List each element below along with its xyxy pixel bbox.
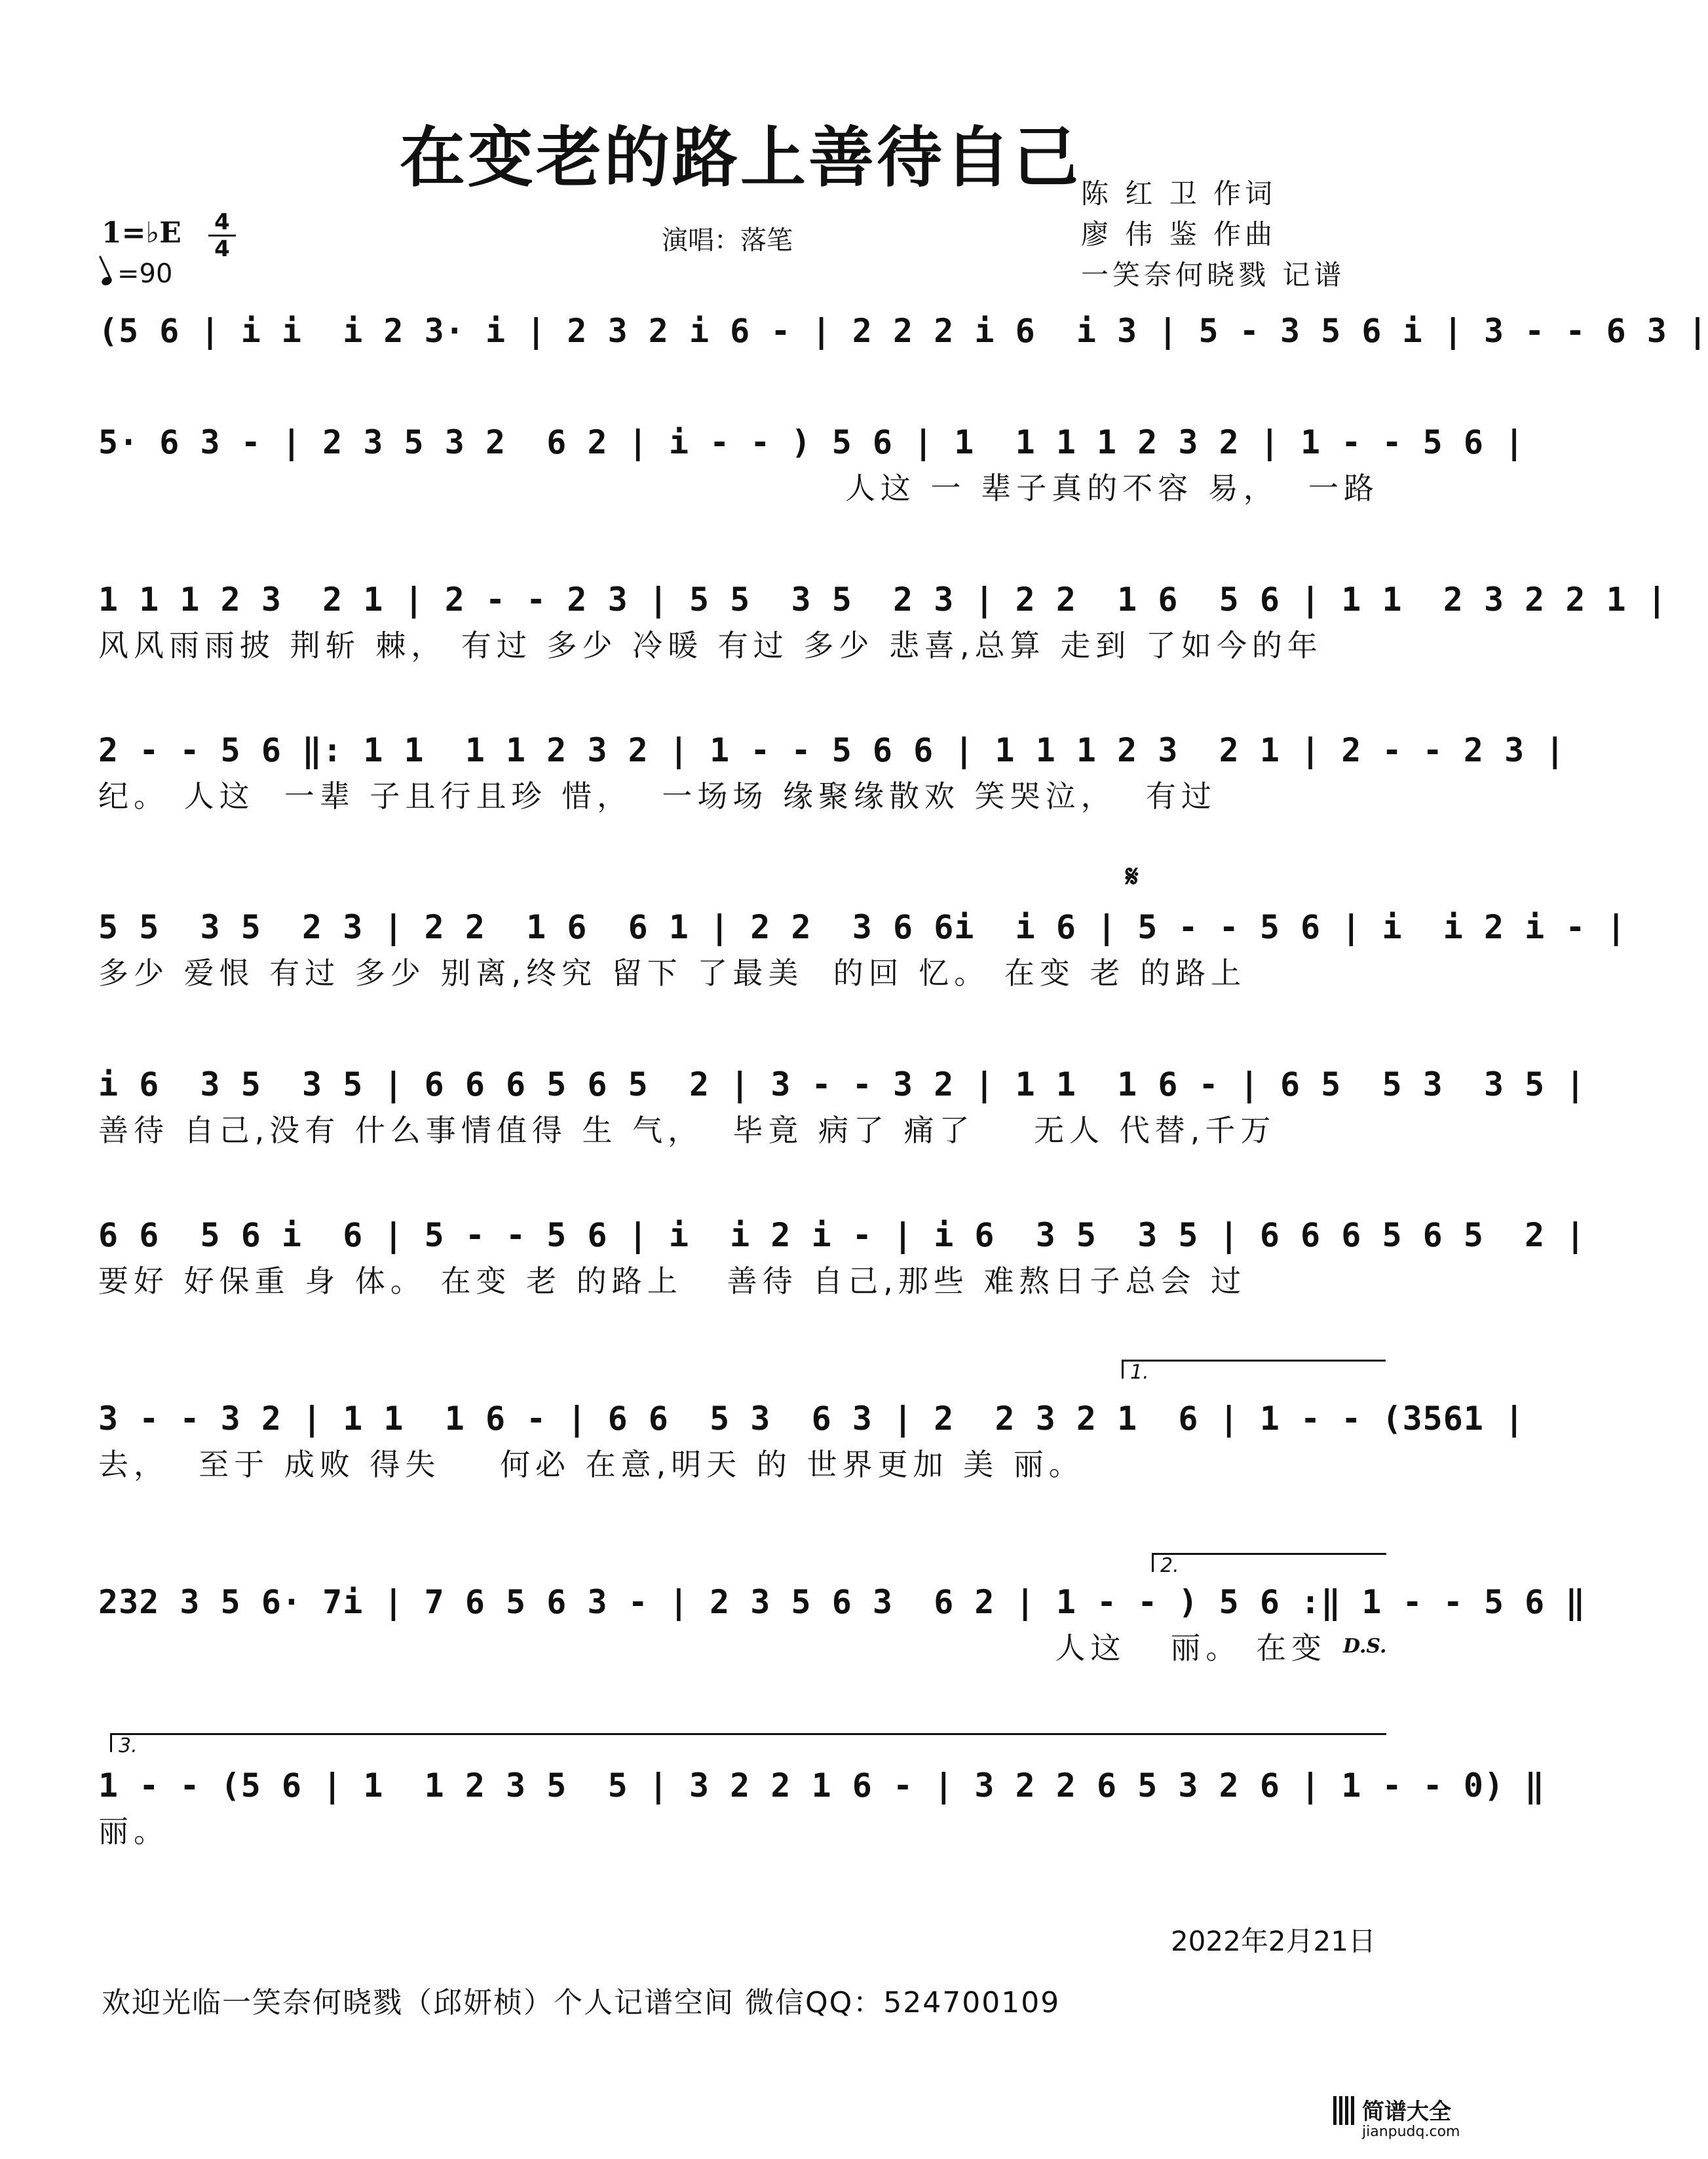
composer-credit: 廖 伟 鉴 作曲 (1081, 218, 1277, 250)
lyric-line: 要好 好保重 身 体。 在变 老 的路上 善待 自己,那些 难熬日子总会 过 (98, 1263, 1247, 1299)
system-1 (98, 308, 1708, 400)
notation-line: 6 6 5 6 i 6 | 5 - - 5 6 | i i 2 i - | i 6 3 5 3 5 | 6 6 6 5 6 5 2 | (98, 1216, 1586, 1254)
lyric-line: 人这 一 辈子真的不容 易， 一路 (845, 470, 1379, 506)
transcriber-credit: 一笑奈何晓戮 记谱 (1081, 259, 1346, 291)
lyricist-credit: 陈 红 卫 作词 (1081, 178, 1277, 210)
system-9 (98, 1579, 1586, 1671)
lyric-line: 去， 至于 成败 得失 何必 在意,明天 的 世界更加 美 丽。 (98, 1447, 1084, 1482)
notation-line: 1 - - (5 6 | 1 1 2 3 5 5 | 3 2 2 1 6 - | 3 2 2 6 5 3 2 6 | 1 - - 0) ‖ (98, 1767, 1546, 1805)
lyric-line: 风风雨雨披 荆斩 棘， 有过 多少 冷暖 有过 多少 悲喜,总算 走到 了如今的年 (98, 628, 1323, 663)
system-6 (98, 1061, 1586, 1153)
notation-line: 232 3 5 6· 7i | 7 6 5 6 3 - | 2 3 5 6 3 6 2 | 1 - - ) 5 6 :‖ 1 - - 5 6 ‖ (98, 1583, 1586, 1621)
transcription-date: 2022年2月21日 (1170, 1925, 1376, 1957)
notation-line: 2 - - 5 6 ‖: 1 1 1 1 2 3 2 | 1 - - 5 6 6 | 1 1 1 2 3 2 1 | 2 - - 2 3 | (98, 731, 1566, 769)
volta-1-bracket: 1. (1122, 1360, 1386, 1379)
system-10 (98, 1763, 1546, 1854)
site-logo (1333, 2093, 1458, 2146)
lyric-line: 人这 丽。 在变 (1055, 1630, 1327, 1666)
tempo-marking (102, 259, 172, 289)
footer-note: 欢迎光临一笑奈何晓戮（邱妍桢）个人记谱空间 微信QQ：524700109 (102, 1986, 1061, 2019)
time-numerator: 4 (214, 209, 230, 235)
time-signature (208, 211, 236, 260)
system-8 (98, 1396, 1525, 1487)
lyric-line: 丽。 (98, 1814, 169, 1849)
segno-mark: 𝄋 (1126, 858, 1139, 894)
notation-line: 3 - - 3 2 | 1 1 1 6 - | 6 6 5 3 6 3 | 2 2 3 2 1 6 | 1 - - (3561 | (98, 1400, 1525, 1438)
lyric-line: 多少 爱恨 有过 多少 别离,终究 留下 了最美 的回 忆。 在变 老 的路上 (98, 955, 1247, 991)
singer-credit: 演唱：落笔 (662, 225, 793, 256)
lyric-line: 纪。 人这 一辈 子且行且珍 惜， 一场场 缘聚缘散欢 笑哭泣， 有过 (98, 778, 1217, 814)
ds-mark: D.S. (1343, 1635, 1387, 1658)
logo-name: 简谱大全 (1362, 2099, 1451, 2125)
key-signature: 1=♭E (102, 216, 181, 250)
quarter-note-icon (100, 275, 113, 287)
notation-line: 1 1 1 2 3 2 1 | 2 - - 2 3 | 5 5 3 5 2 3 | 2 2 1 6 5 6 | 1 1 2 3 2 2 1 | (98, 581, 1667, 619)
time-denominator: 4 (214, 236, 230, 262)
notation-line: i 6 3 5 3 5 | 6 6 6 5 6 5 2 | 3 - - 3 2 | 1 1 1 6 - | 6 5 5 3 3 5 | (98, 1065, 1586, 1103)
piano-keys-icon (1333, 2096, 1357, 2125)
lyric-line (98, 354, 1379, 400)
system-4 (98, 727, 1566, 819)
notation-line: 5· 6 3 - | 2 3 5 3 2 6 2 | i - - ) 5 6 | 1 1 1 1 2 3 2 | 1 - - 5 6 | (98, 423, 1525, 461)
system-5 (98, 904, 1627, 996)
lyric-line: 善待 自己,没有 什么事情值得 生 气， 毕竟 病了 痛了 无人 代替,千万 (98, 1113, 1276, 1148)
credits (1081, 174, 1345, 296)
volta-3-bracket: 3. (110, 1733, 1386, 1752)
logo-url: jianpudq.com (1362, 2124, 1460, 2140)
volta-2-bracket: 2. (1152, 1553, 1386, 1572)
system-3 (98, 577, 1667, 668)
notation-line: 5 5 3 5 2 3 | 2 2 1 6 6 1 | 2 2 3 6 6i i 6 | 5 - - 5 6 | i i 2 i - | (98, 908, 1627, 946)
tempo-value: =90 (117, 259, 173, 289)
system-2 (98, 419, 1525, 511)
system-7 (98, 1212, 1586, 1304)
notation-line: (5 6 | i i i 2 3· i | 2 3 2 i 6 - | 2 2 2 i 6 i 3 | 5 - 3 5 6 i | 3 - - 6 3 | (98, 312, 1708, 350)
song-title: 在变老的路上善待自己 (400, 119, 1081, 196)
